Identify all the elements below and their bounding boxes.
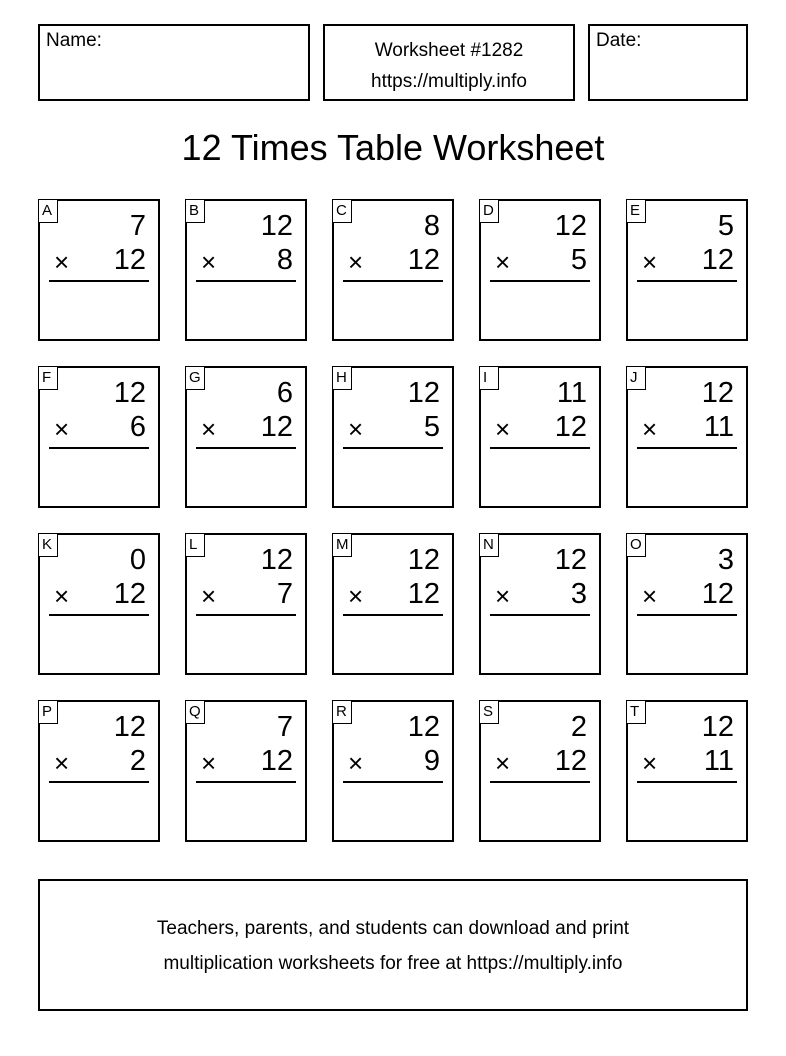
problem-card	[185, 700, 307, 842]
problem-top-number: 0	[129, 544, 146, 576]
answer-line	[49, 280, 149, 282]
multiply-sign: ×	[201, 414, 217, 444]
answer-line	[343, 781, 443, 783]
problem-grid	[38, 199, 748, 842]
problem-bottom-number: 12	[554, 745, 587, 777]
multiply-sign: ×	[348, 581, 364, 611]
problem-bottom-number: 9	[423, 745, 440, 777]
problem-label: L	[185, 533, 205, 557]
problem-card	[185, 533, 307, 675]
multiply-sign: ×	[348, 414, 364, 444]
worksheet-number: Worksheet #1282	[374, 40, 524, 61]
name-label: Name:	[46, 30, 102, 51]
multiply-sign: ×	[642, 414, 658, 444]
answer-line	[343, 280, 443, 282]
problem-bottom-number: 5	[423, 411, 440, 443]
problem-bottom-number: 12	[407, 578, 440, 610]
answer-line	[49, 447, 149, 449]
problem-top-number: 12	[407, 377, 440, 409]
multiply-sign: ×	[495, 414, 511, 444]
problem-label: D	[479, 199, 499, 223]
problem-label: E	[626, 199, 646, 223]
date-field-box	[588, 24, 748, 101]
multiply-sign: ×	[201, 247, 217, 277]
problem-label: A	[38, 199, 58, 223]
answer-line	[637, 280, 737, 282]
multiply-sign: ×	[495, 748, 511, 778]
problem-top-number: 12	[701, 711, 734, 743]
footer-line-2: multiplication worksheets for free at https://multiply.info	[163, 953, 623, 974]
problem-card	[332, 199, 454, 341]
problem-label: O	[626, 533, 646, 557]
answer-line	[637, 781, 737, 783]
worksheet-info-box	[323, 24, 575, 101]
problem-top-number: 11	[556, 377, 587, 409]
problem-top-number: 12	[113, 711, 146, 743]
answer-line	[343, 447, 443, 449]
problem-bottom-number: 12	[260, 411, 293, 443]
problem-top-number: 12	[260, 544, 293, 576]
problem-bottom-number: 11	[703, 745, 734, 777]
answer-line	[490, 781, 590, 783]
multiply-sign: ×	[348, 247, 364, 277]
problem-top-number: 5	[717, 210, 734, 242]
answer-line	[196, 280, 296, 282]
problem-label: T	[626, 700, 646, 724]
problem-card	[479, 700, 601, 842]
problem-top-number: 12	[407, 711, 440, 743]
problem-label: B	[185, 199, 205, 223]
multiply-sign: ×	[495, 581, 511, 611]
problem-top-number: 12	[554, 544, 587, 576]
problem-card	[479, 533, 601, 675]
answer-line	[490, 280, 590, 282]
problem-card	[38, 700, 160, 842]
problem-card	[626, 366, 748, 508]
problem-label: C	[332, 199, 352, 223]
problem-label: J	[626, 366, 646, 390]
problem-bottom-number: 2	[129, 745, 146, 777]
multiply-sign: ×	[495, 247, 511, 277]
problem-label: K	[38, 533, 58, 557]
problem-bottom-number: 12	[113, 578, 146, 610]
multiply-sign: ×	[54, 581, 70, 611]
multiply-sign: ×	[54, 748, 70, 778]
problem-card	[626, 199, 748, 341]
problem-bottom-number: 12	[701, 244, 734, 276]
problem-card	[332, 533, 454, 675]
problem-bottom-number: 3	[570, 578, 587, 610]
answer-line	[49, 781, 149, 783]
problem-bottom-number: 11	[703, 411, 734, 443]
problem-label: Q	[185, 700, 205, 724]
footer-line-1: Teachers, parents, and students can download and print	[156, 918, 630, 939]
problem-bottom-number: 6	[129, 411, 146, 443]
problem-card	[185, 366, 307, 508]
problem-top-number: 12	[260, 210, 293, 242]
problem-label: S	[479, 700, 499, 724]
problem-card	[479, 199, 601, 341]
problem-card	[38, 366, 160, 508]
multiply-sign: ×	[348, 748, 364, 778]
multiply-sign: ×	[642, 748, 658, 778]
problem-card	[626, 533, 748, 675]
problem-bottom-number: 5	[570, 244, 587, 276]
problem-top-number: 7	[129, 210, 146, 242]
problem-card	[479, 366, 601, 508]
problem-card	[626, 700, 748, 842]
problem-bottom-number: 7	[276, 578, 293, 610]
problem-card	[332, 366, 454, 508]
answer-line	[490, 614, 590, 616]
problem-label: N	[479, 533, 499, 557]
problem-bottom-number: 12	[554, 411, 587, 443]
problem-card	[185, 199, 307, 341]
problem-bottom-number: 12	[113, 244, 146, 276]
answer-line	[637, 447, 737, 449]
problem-top-number: 2	[570, 711, 587, 743]
problem-label: M	[332, 533, 352, 557]
problem-top-number: 12	[113, 377, 146, 409]
problem-top-number: 12	[701, 377, 734, 409]
problem-label: I	[479, 366, 499, 390]
problem-top-number: 8	[423, 210, 440, 242]
worksheet-url: https://multiply.info	[371, 71, 527, 92]
problem-label: H	[332, 366, 352, 390]
problem-top-number: 3	[717, 544, 734, 576]
problem-bottom-number: 12	[260, 745, 293, 777]
problem-label: R	[332, 700, 352, 724]
answer-line	[196, 781, 296, 783]
problem-bottom-number: 12	[701, 578, 734, 610]
problem-bottom-number: 8	[276, 244, 293, 276]
multiply-sign: ×	[642, 581, 658, 611]
name-field-box	[38, 24, 310, 101]
problem-card	[38, 533, 160, 675]
problem-label: F	[38, 366, 58, 390]
answer-line	[49, 614, 149, 616]
problem-card	[332, 700, 454, 842]
multiply-sign: ×	[201, 581, 217, 611]
date-label: Date:	[596, 30, 642, 51]
multiply-sign: ×	[54, 247, 70, 277]
problem-bottom-number: 12	[407, 244, 440, 276]
answer-line	[490, 447, 590, 449]
answer-line	[343, 614, 443, 616]
footer-box	[38, 879, 748, 1011]
problem-card	[38, 199, 160, 341]
problem-top-number: 12	[554, 210, 587, 242]
answer-line	[637, 614, 737, 616]
problem-label: P	[38, 700, 58, 724]
problem-label: G	[185, 366, 205, 390]
problem-top-number: 12	[407, 544, 440, 576]
page-title: 12 Times Table Worksheet	[181, 127, 605, 168]
answer-line	[196, 447, 296, 449]
answer-line	[196, 614, 296, 616]
multiply-sign: ×	[54, 414, 70, 444]
multiply-sign: ×	[201, 748, 217, 778]
problem-top-number: 7	[276, 711, 293, 743]
multiply-sign: ×	[642, 247, 658, 277]
problem-top-number: 6	[276, 377, 293, 409]
